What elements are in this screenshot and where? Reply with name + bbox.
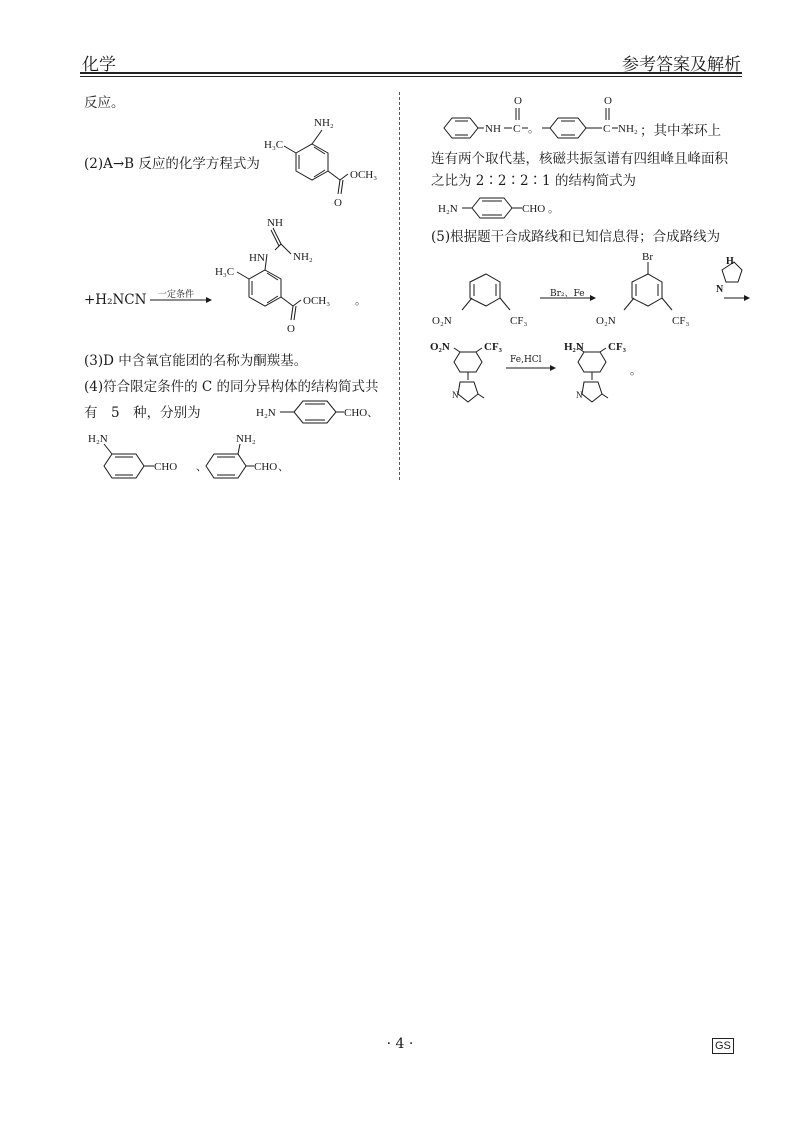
header-rule-thin — [80, 76, 742, 77]
header-rule — [80, 72, 742, 74]
footer-code: GS — [712, 1038, 734, 1054]
svg-text:NH: NH — [485, 123, 501, 135]
svg-text:。: 。 — [548, 203, 559, 215]
left-line-3: (3)D 中含氧官能团的名称为酮羰基。 — [84, 353, 308, 369]
left-line-4: (4)符合限定条件的 C 的同分异构体的结构简式共 — [84, 379, 379, 395]
left-line-5: 有 5 种，分别为 — [84, 405, 201, 421]
svg-text:CF₃: CF₃ — [484, 341, 502, 353]
label-nh: NH — [267, 217, 283, 229]
svg-text:Br: Br — [642, 251, 653, 263]
label-och3: OCH₃ — [350, 169, 378, 181]
svg-text:N: N — [452, 390, 459, 400]
svg-text:CF₃: CF₃ — [510, 315, 528, 327]
svg-text:N: N — [716, 284, 724, 295]
label-och3-b: OCH₃ — [303, 295, 331, 307]
svg-text:、: 、 — [278, 461, 289, 473]
svg-text:C: C — [603, 123, 611, 135]
synthesis-row-2 — [430, 336, 650, 416]
page-number: · 4 · — [386, 1036, 414, 1052]
right-line-3: 之比为 2∶2∶2∶1 的结构简式为 — [431, 173, 636, 189]
svg-text:O: O — [604, 95, 612, 107]
svg-text:CHO: CHO — [522, 203, 546, 215]
left-line-1: 反应。 — [84, 95, 125, 111]
period-b: 。 — [355, 295, 366, 307]
structure-b — [205, 208, 375, 338]
arrow-condition: 一定条件 — [158, 290, 195, 300]
isomer-2 — [84, 430, 204, 484]
svg-text:O₂N: O₂N — [596, 315, 616, 327]
label-o: O — [334, 197, 342, 209]
svg-text:、: 、 — [196, 461, 207, 473]
svg-text:NH₂: NH₂ — [236, 433, 256, 445]
structure-answer — [438, 194, 578, 222]
right-line-1-tail: ；其中苯环上 — [640, 123, 721, 139]
reaction-arrow-1 — [150, 295, 212, 305]
svg-text:H₂N: H₂N — [256, 407, 276, 419]
svg-text:C: C — [513, 123, 521, 135]
svg-text:。: 。 — [528, 123, 539, 135]
svg-text:H: H — [726, 256, 734, 267]
svg-text:N: N — [576, 390, 583, 400]
subject-title: 化学 — [82, 55, 116, 75]
label-h3c: H₃C — [264, 139, 284, 151]
svg-text:CHO: CHO — [254, 461, 278, 473]
svg-text:CHO: CHO — [154, 461, 178, 473]
label-hn: HN — [249, 252, 265, 264]
arrow-label-fe-hcl: Fe,HCl — [510, 355, 542, 365]
right-line-4: (5)根据题干合成路线和已知信息得；合成路线为 — [431, 229, 721, 245]
isomer-3 — [196, 430, 316, 484]
structure-amide — [438, 92, 638, 142]
structure-a — [262, 112, 392, 212]
right-line-2: 连有两个取代基，核磁共振氢谱有四组峰且峰面积 — [431, 151, 728, 167]
label-nh2-b: NH₂ — [293, 251, 313, 263]
synthesis-row-1 — [430, 248, 750, 338]
arrow-label-br2: Br₂、Fe — [550, 289, 585, 299]
svg-text:。: 。 — [630, 365, 641, 377]
section-title: 参考答案及解析 — [622, 55, 741, 75]
label-o-b: O — [287, 323, 295, 335]
reagent-h2ncn: +H₂NCN — [84, 292, 147, 308]
svg-text:CHO、: CHO、 — [344, 407, 379, 419]
svg-text:H₂N: H₂N — [564, 341, 584, 353]
svg-text:H₂N: H₂N — [88, 433, 108, 445]
svg-text:CF₃: CF₃ — [672, 315, 690, 327]
svg-text:O₂N: O₂N — [432, 315, 452, 327]
label-h3c-b: H₃C — [215, 266, 235, 278]
svg-text:CF₃: CF₃ — [608, 341, 626, 353]
label-nh2: NH₂ — [314, 117, 334, 129]
isomer-1 — [256, 398, 396, 426]
svg-text:NH₂: NH₂ — [618, 123, 638, 135]
svg-text:H₂N: H₂N — [438, 203, 458, 215]
svg-text:O: O — [514, 95, 522, 107]
column-divider — [399, 92, 400, 480]
left-line-2: (2)A→B 反应的化学方程式为 — [84, 156, 260, 172]
svg-text:O₂N: O₂N — [430, 341, 450, 353]
